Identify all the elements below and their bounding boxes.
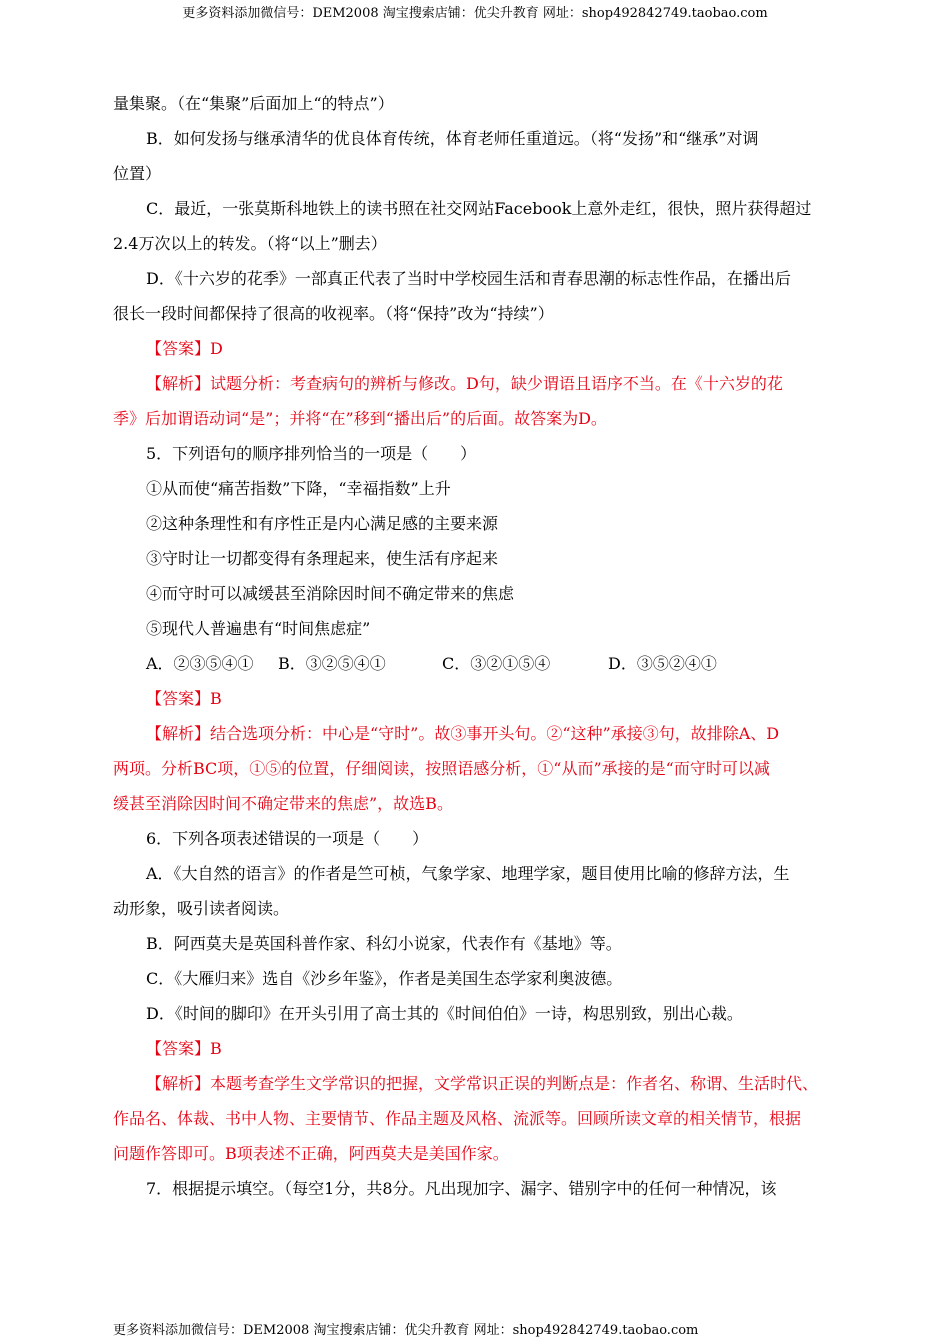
text-line: 2.4万次以上的转发。（将“以上”删去） — [113, 234, 387, 253]
option-c: C．③②①⑤④ — [442, 654, 551, 673]
analysis-line: 作品名、体裁、书中人物、主要情节、作品主题及风格、流派等。回顾所读文章的相关情节，根据 — [113, 1109, 802, 1128]
sentence-1: ①从而使“痛苦指数”下降，“幸福指数”上升 — [146, 479, 451, 498]
option-d-line: D．《十六岁的花季》一部真正代表了当时中学校园生活和青春思潮的标志性作品，在播出后 — [146, 269, 791, 288]
text-line: 位置） — [113, 164, 162, 183]
answer-line: 【答案】D — [146, 339, 223, 358]
sentence-3: ③守时让一切都变得有条理起来，使生活有序起来 — [146, 549, 499, 568]
option-c-line: C．最近，一张莫斯科地铁上的读书照在社交网站Facebook上意外走红，很快，照片获得超过 — [146, 199, 812, 218]
option-a: A．②③⑤④① — [146, 654, 254, 673]
answer-line: 【答案】B — [146, 689, 222, 708]
text-line: 动形象，吸引读者阅读。 — [113, 899, 290, 918]
option-b: B．③②⑤④① — [278, 654, 386, 673]
sentence-5: ⑤现代人普遍患有“时间焦虑症” — [146, 619, 371, 638]
analysis-line: 问题作答即可。B项表述不正确，阿西莫夫是美国作家。 — [113, 1144, 509, 1163]
text-line: 量集聚。（在“集聚”后面加上“的特点”） — [113, 94, 394, 113]
analysis-line: 缓甚至消除因时间不确定带来的焦虑”，故选B。 — [113, 794, 453, 813]
page-footer: 更多资料添加微信号：DEM2008 淘宝搜索店铺：优尖升教育 网址：shop492842749.taobao.com — [113, 1323, 699, 1338]
option-a-line: A．《大自然的语言》的作者是竺可桢，气象学家、地理学家，题目使用比喻的修辞方法，生 — [146, 864, 790, 883]
sentence-4: ④而守时可以减缓甚至消除因时间不确定带来的焦虑 — [146, 584, 515, 603]
analysis-line: 两项。分析BC项，①⑤的位置，仔细阅读，按照语感分析，①“从而”承接的是“而守时可以减 — [113, 759, 770, 778]
option-c-line: C．《大雁归来》选自《沙乡年鉴》，作者是美国生态学家利奥波德。 — [146, 969, 623, 988]
question-6-title: 6．下列各项表述错误的一项是（ ） — [146, 829, 429, 848]
page-header: 更多资料添加微信号：DEM2008 淘宝搜索店铺：优尖升教育 网址：shop492842749.taobao.com — [182, 6, 768, 21]
analysis-line: 【解析】结合选项分析：中心是“守时”。故③事开头句。②“这种”承接③句，故排除A、D — [146, 724, 780, 743]
text-line: 很长一段时间都保持了很高的收视率。（将“保持”改为“持续”） — [113, 304, 554, 323]
analysis-line: 【解析】试题分析：考查病句的辨析与修改。D句，缺少谓语且语序不当。在《十六岁的花 — [146, 374, 783, 393]
option-d: D．③⑤②④① — [608, 654, 717, 673]
document-body — [113, 86, 841, 1206]
answer-line: 【答案】B — [146, 1039, 222, 1058]
question-5-options — [113, 646, 841, 681]
sentence-2: ②这种条理性和有序性正是内心满足感的主要来源 — [146, 514, 499, 533]
option-b-line: B．阿西莫夫是英国科普作家、科幻小说家，代表作有《基地》等。 — [146, 934, 622, 953]
question-7-title: 7．根据提示填空。（每空1分，共8分。凡出现加字、漏字、错别字中的任何一种情况，该 — [146, 1179, 777, 1198]
option-d-line: D．《时间的脚印》在开头引用了高士其的《时间伯伯》一诗，构思别致，别出心裁。 — [146, 1004, 743, 1023]
analysis-line: 季》后加谓语动词“是”；并将“在”移到“播出后”的后面。故答案为D。 — [113, 409, 607, 428]
analysis-line: 【解析】本题考查学生文学常识的把握，文学常识正误的判断点是：作者名、称谓、生活时代、 — [146, 1074, 819, 1093]
option-b-line: B．如何发扬与继承清华的优良体育传统，体育老师任重道远。（将“发扬”和“继承”对调 — [146, 129, 759, 148]
question-5-title: 5．下列语句的顺序排列恰当的一项是（ ） — [146, 444, 477, 463]
